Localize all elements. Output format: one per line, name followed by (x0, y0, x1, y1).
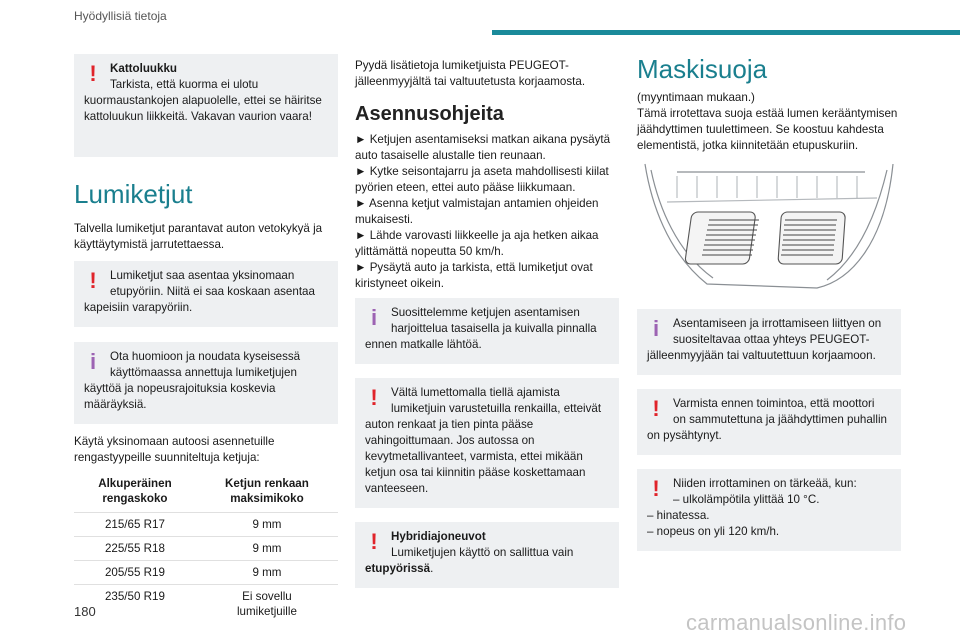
removal-item: – hinatessa. (647, 509, 710, 522)
info-text: suositeltavaa ottaa yhteys PEUGEOT-jälleenmyyjään tai valtuutettuun korjaamoon. (647, 333, 876, 362)
info-text: käyttömaassa annettuja lumiketjujen käyttöä ja nopeusrajoituksia koskevia määräyksiä. (84, 366, 297, 411)
table-cell: 9 mm (196, 513, 338, 537)
warning-text: on sammutettuna ja jäähdyttimen puhallin on pysähtynyt. (647, 413, 887, 442)
step-1: ► Ketjujen asentamiseksi matkan aikana pysäytä auto tasaiselle alustalle tien reunaan. (355, 133, 611, 162)
grille-guard-title: Maskisuoja (637, 54, 768, 84)
hybrid-text-b: . (430, 562, 434, 575)
hybrid-warning-box (355, 522, 619, 588)
step-5: ► Pysäytä auto ja tarkista, että lumiketjut ovat kiristyneet oikein. (355, 261, 593, 290)
warning-first-line: Vältä lumettomalla tiellä ajamista (391, 386, 560, 399)
info-first-line: Ota huomioon ja noudata kyseisessä (110, 350, 301, 363)
regulations-info-box (74, 342, 338, 424)
table-cell: 235/50 R19 (74, 585, 196, 624)
more-info-text: Pyydä lisätietoja lumiketjuista PEUGEOT-jälleenmyyjältä tai valtuutetusta korjaamosta. (355, 59, 586, 88)
practice-info-box (355, 298, 619, 364)
grille-guard-left (685, 212, 759, 264)
info-icon: i (370, 305, 378, 330)
table-cell: 225/55 R18 (74, 537, 196, 561)
warning-first-line: Varmista ennen toimintoa, että moottori (673, 397, 875, 410)
column-2 (355, 58, 619, 588)
roof-warning-box (74, 54, 338, 157)
bumper-drawing (637, 162, 901, 297)
table-cell: Ei sovellu lumiketjuille (196, 585, 338, 624)
info-icon: i (89, 349, 97, 374)
bumper-outline (645, 164, 893, 288)
warning-first-line: Lumiketjut saa asentaa yksinomaan (110, 269, 295, 282)
table-header: Alkuperäinen rengaskoko (98, 477, 172, 505)
table-row (74, 585, 338, 624)
grille-guard-illustration (637, 162, 901, 297)
step-3: ► Asenna ketjut valmistajan antamien ohjeiden mukaisesti. (355, 197, 599, 226)
column-1 (74, 54, 338, 623)
grille-mid-line (667, 198, 877, 202)
grille-guard-desc: Tämä irrotettava suoja estää lumen kerääntymisen jäähdyttimen tuulettimeen. Se koostuu kahdesta elementistä, jotka kiinnitetään etupuskuriin. (637, 107, 898, 152)
warning-text: etupyöriin. Niitä ei saa koskaan asentaa kapeisiin varapyöriin. (84, 285, 315, 314)
page-number: 180 (74, 604, 96, 619)
table-cell: 9 mm (196, 537, 338, 561)
step-4: ► Lähde varovasti liikkeelle ja aja hetken aikaa ylittämättä nopeutta 50 km/h. (355, 229, 599, 258)
tyre-size-table (74, 472, 338, 623)
exclamation-icon: ! (370, 385, 378, 410)
table-row (74, 561, 338, 585)
hybrid-text-a: Lumiketjujen käyttö on sallittua vain (391, 546, 574, 559)
column-3 (637, 54, 901, 551)
installation-title: Asennusohjeita (355, 103, 504, 125)
table-row (74, 537, 338, 561)
exclamation-icon: ! (89, 268, 97, 293)
table-header: Ketjun renkaan maksimikoko (225, 477, 309, 505)
snow-chains-title: Lumiketjut (74, 179, 193, 209)
use-only-text: Käytä yksinomaan autoosi asennetuille rengastyypeille suunniteltuja ketjuja: (74, 435, 275, 464)
snowless-road-warning-box (355, 378, 619, 508)
info-first-line: Suosittelemme ketjujen asentamisen (391, 306, 580, 319)
availability-text: (myyntimaan mukaan.) (637, 91, 755, 104)
hybrid-text-bold: etupyörissä (365, 562, 431, 575)
hybrid-title: Hybridiajoneuvot (391, 530, 486, 543)
spare-wheel-warning-box (74, 261, 338, 327)
warning-first-line: Niiden irrottaminen on tärkeää, kun: (673, 477, 857, 490)
removal-item: – ulkolämpötila ylittää 10 °C. (673, 493, 820, 506)
snow-chains-intro: Talvella lumiketjut parantavat auton vetokykyä ja käyttäytymistä jarrutettaessa. (74, 222, 323, 251)
grille-guard-right (778, 212, 846, 264)
table-cell: 215/65 R17 (74, 513, 196, 537)
info-text: harjoittelua tasaisella ja kuivalla pinnalla ennen matkalle lähtöä. (365, 322, 597, 351)
exclamation-icon: ! (652, 476, 660, 501)
table-cell: 205/55 R19 (74, 561, 196, 585)
watermark: carmanualsonline.info (686, 610, 907, 635)
removal-item: – nopeus on yli 120 km/h. (647, 525, 780, 538)
info-icon: i (652, 316, 660, 341)
installation-info-box (637, 309, 901, 375)
step-2: ► Kytke seisontajarru ja aseta mahdollisesti kiilat pyörien eteen, ettei auto pääse liikkumaan. (355, 165, 609, 194)
warning-text: lumiketjuin varustetuilla renkailla, etteivät auton renkaat ja tien pinta pääse vahingoittumaan. Jos autossa on kevytmetallivanteet, varmista, ettei mikään ketjun osa tai kiinnitin pääse koskettamaan vanteeseen. (365, 402, 602, 495)
info-first-line: Asentamiseen ja irrottamiseen liittyen on (673, 317, 882, 330)
engine-warning-box (637, 389, 901, 455)
hybrid-text (365, 545, 611, 577)
exclamation-icon: ! (89, 61, 97, 86)
exclamation-icon: ! (652, 396, 660, 421)
exclamation-icon: ! (370, 529, 378, 554)
header-accent-bar (492, 30, 960, 35)
table-row (74, 513, 338, 537)
section-title: Hyödyllisiä tietoja (74, 9, 167, 23)
roof-box-title: Kattoluukku (110, 62, 177, 75)
removal-warning-box (637, 469, 901, 551)
roof-box-text: Tarkista, että kuorma ei ulotu kuormaustankojen alapuolelle, ettei se häiritse kattoluukun liikkeitä. Vakavan vaurion vaara! (84, 78, 322, 123)
table-cell: 9 mm (196, 561, 338, 585)
